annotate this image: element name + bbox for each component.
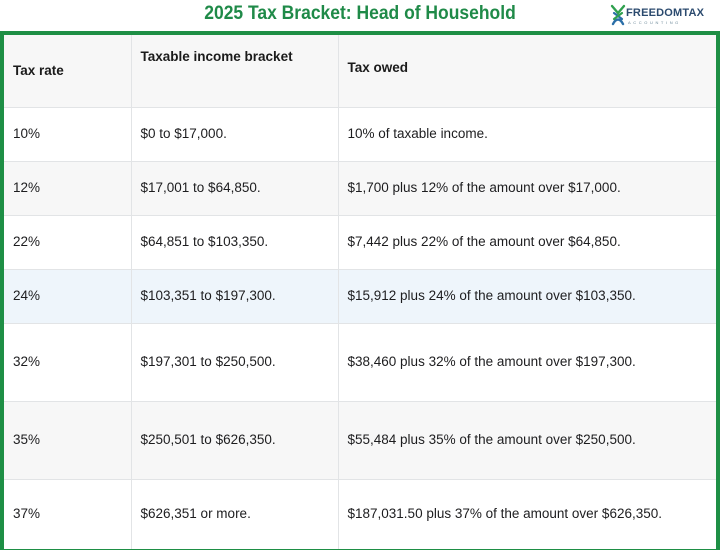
table-header-row	[4, 35, 716, 107]
table-row	[4, 323, 716, 401]
logo-text: FREEDOMTAX	[626, 7, 705, 19]
cell-owed: $7,442 plus 22% of the amount over $64,850.	[338, 215, 716, 269]
freedomtax-logo-icon	[610, 4, 626, 26]
cell-rate: 22%	[4, 215, 131, 269]
title-bar	[0, 0, 720, 31]
cell-owed: $55,484 plus 35% of the amount over $250,500.	[338, 401, 716, 479]
cell-rate: 32%	[4, 323, 131, 401]
tax-bracket-table	[4, 35, 716, 549]
table-row	[4, 215, 716, 269]
cell-rate: 37%	[4, 479, 131, 549]
cell-bracket: $250,501 to $626,350.	[131, 401, 338, 479]
cell-rate: 24%	[4, 269, 131, 323]
cell-owed: $1,700 plus 12% of the amount over $17,000.	[338, 161, 716, 215]
column-header-tax-owed: Tax owed	[338, 35, 716, 107]
cell-bracket: $197,301 to $250,500.	[131, 323, 338, 401]
column-header-income-bracket: Taxable income bracket	[131, 35, 338, 107]
cell-rate: 10%	[4, 107, 131, 161]
cell-owed: $38,460 plus 32% of the amount over $197,300.	[338, 323, 716, 401]
cell-bracket: $626,351 or more.	[131, 479, 338, 549]
tax-table-frame	[0, 31, 720, 550]
cell-rate: 35%	[4, 401, 131, 479]
table-row-highlighted	[4, 269, 716, 323]
freedomtax-logo	[610, 4, 716, 28]
column-header-tax-rate: Tax rate	[4, 35, 131, 107]
logo-subtext: ACCOUNTING	[628, 20, 681, 25]
table-row	[4, 479, 716, 549]
cell-owed: $15,912 plus 24% of the amount over $103,350.	[338, 269, 716, 323]
cell-owed: $187,031.50 plus 37% of the amount over $626,350.	[338, 479, 716, 549]
table-row	[4, 107, 716, 161]
cell-owed: 10% of taxable income.	[338, 107, 716, 161]
cell-bracket: $17,001 to $64,850.	[131, 161, 338, 215]
cell-rate: 12%	[4, 161, 131, 215]
cell-bracket: $0 to $17,000.	[131, 107, 338, 161]
cell-bracket: $64,851 to $103,350.	[131, 215, 338, 269]
table-row	[4, 401, 716, 479]
cell-bracket: $103,351 to $197,300.	[131, 269, 338, 323]
page-title: 2025 Tax Bracket: Head of Household	[204, 3, 516, 24]
table-row	[4, 161, 716, 215]
